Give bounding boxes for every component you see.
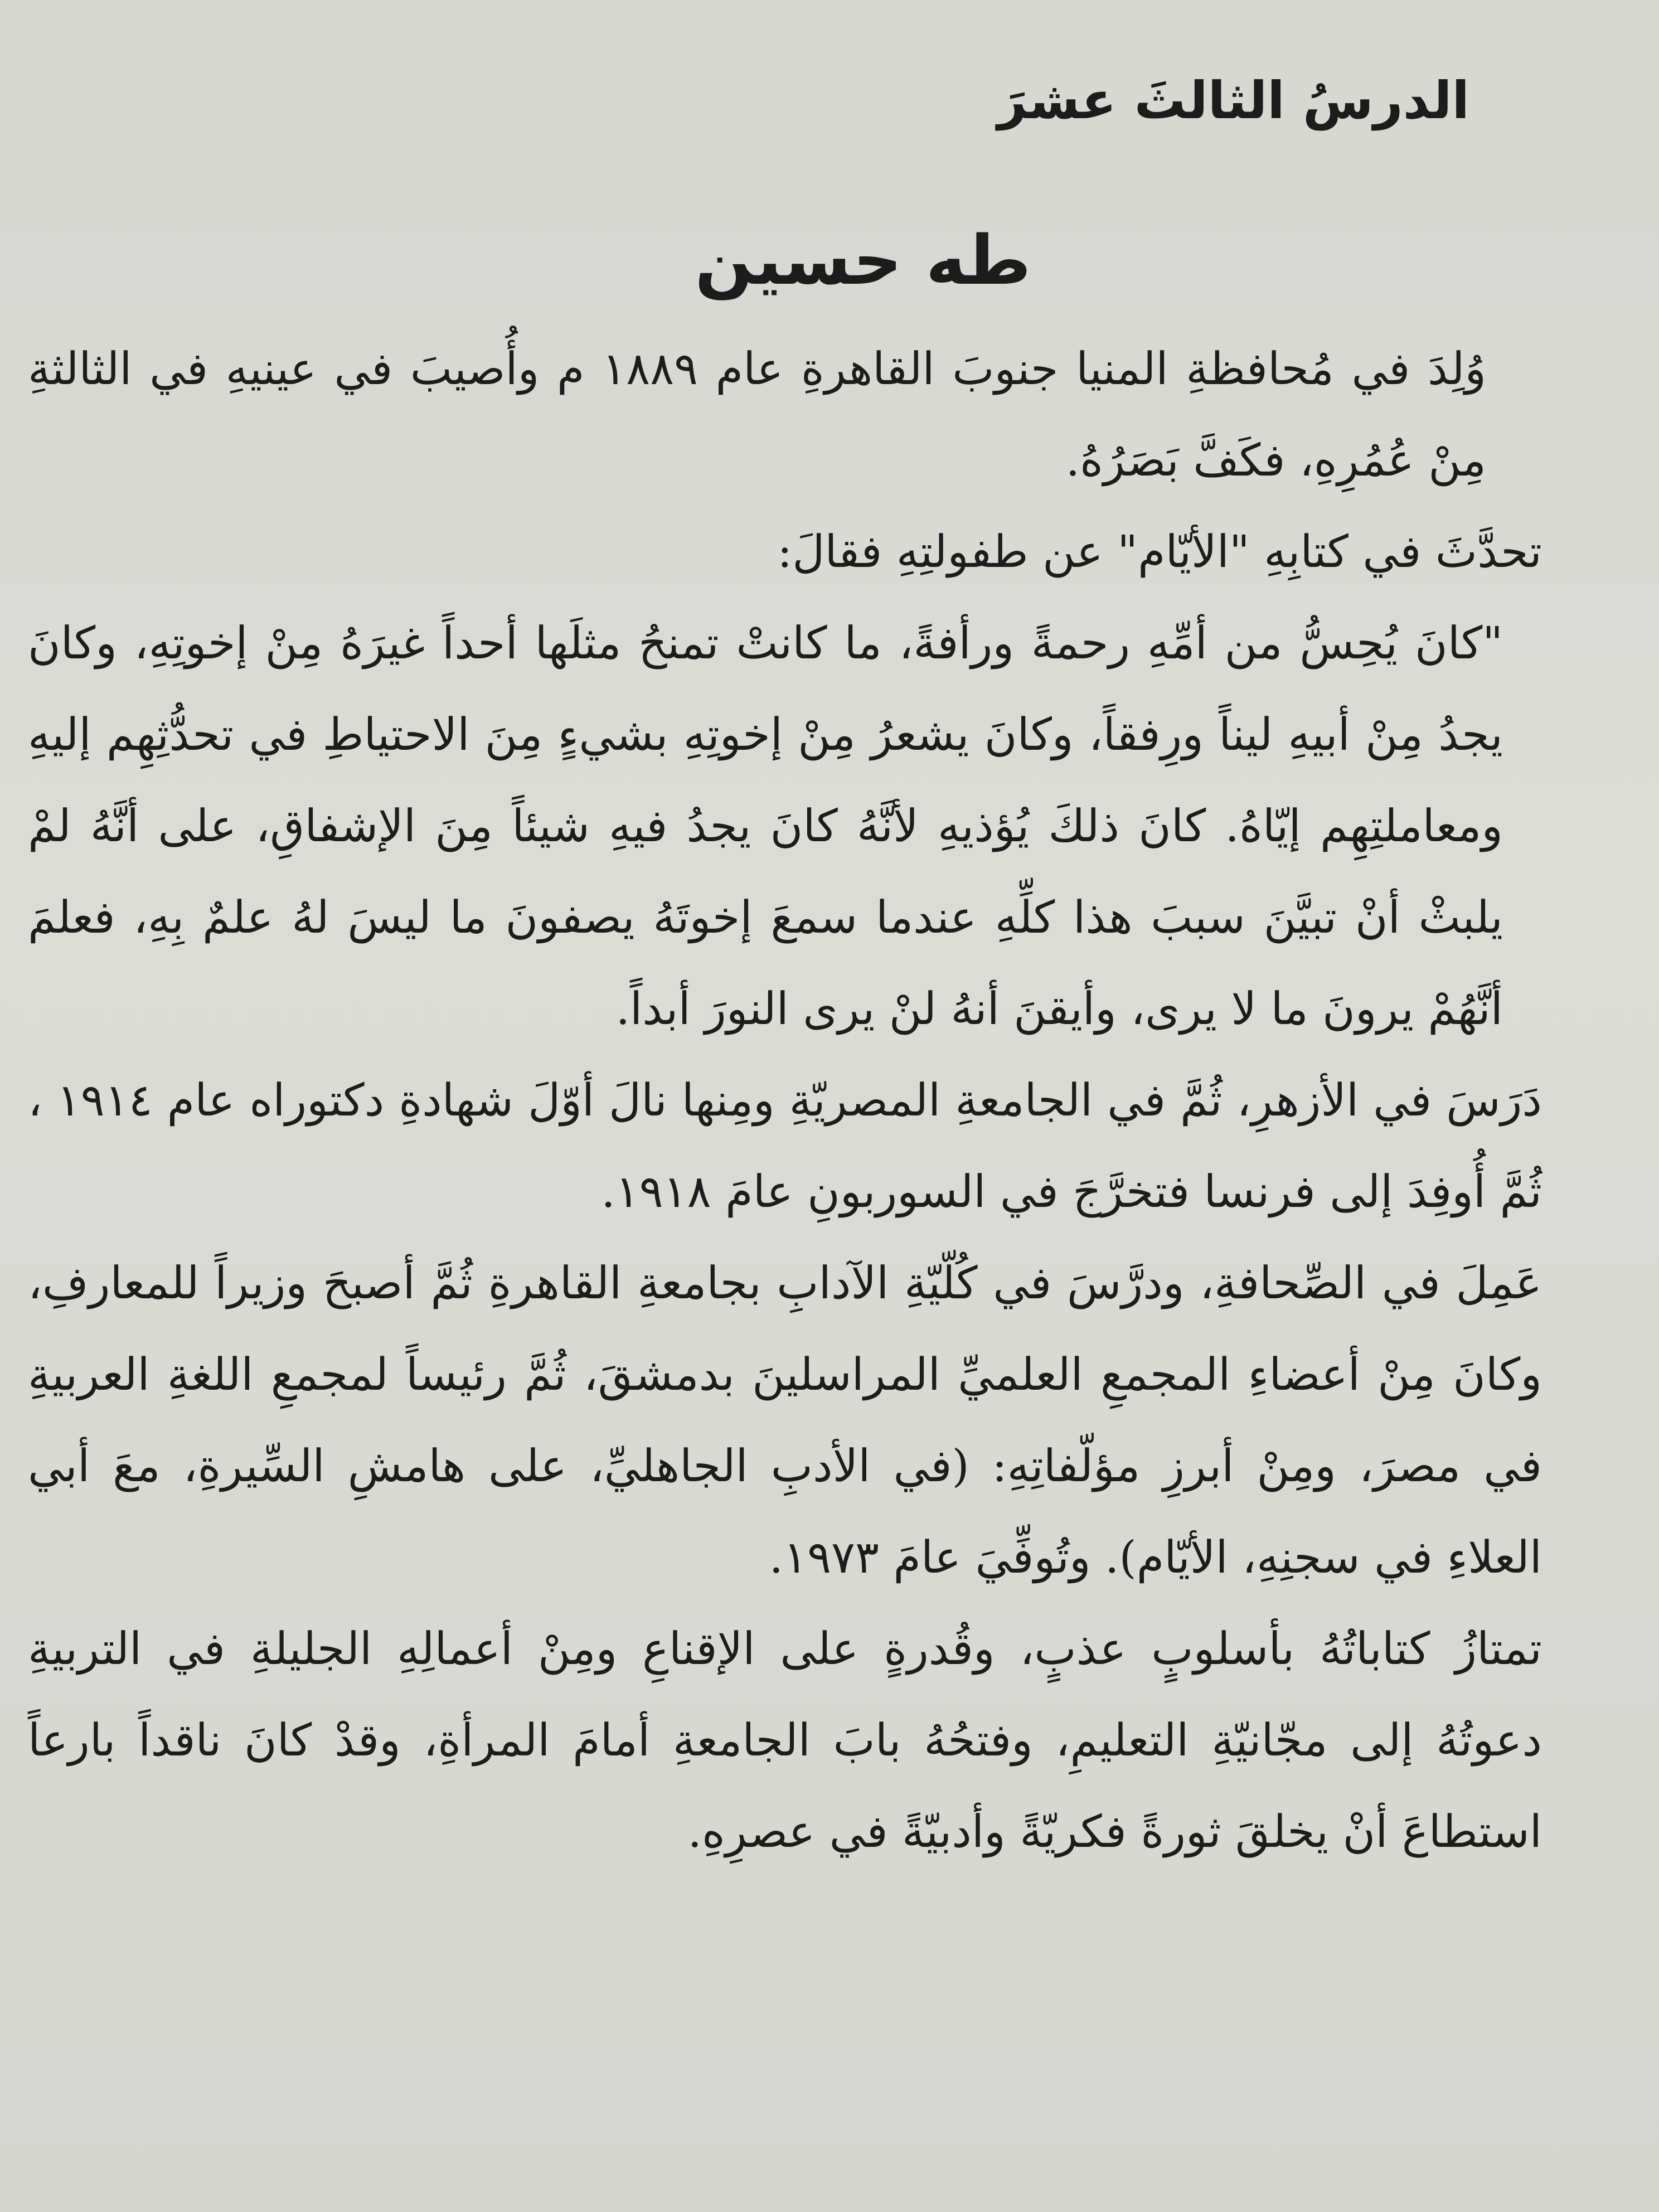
page-title: طه حسين	[695, 221, 1031, 300]
paragraph-career: عَمِلَ في الصِّحافةِ، ودرَّسَ في كُلّيّةِ الآدابِ بجامعةِ القاهرةِ ثُمَّ أصبحَ وزيراً للمعارفِ، وكانَ مِنْ أعضاءِ المجمعِ العلميِّ المراسلينَ بدمشقَ، ثُمَّ رئيساً لمجمعِ اللغةِ العربيةِ في مصرَ، ومِنْ أبرزِ مؤلّفاتِهِ: (في الأدبِ الجاهليِّ، على هامشِ السِّيرةِ، معَ أبي العلاءِ في سجنِهِ، الأيّام). وتُوفِّيَ عامَ ١٩٧٣.	[28, 1257, 1542, 1583]
paragraph-intro-quote: تحدَّثَ في كتابِهِ "الأيّام" عن طفولتِهِ فقالَ:	[777, 526, 1542, 578]
paragraph-birth: وُلِدَ في مُحافظةِ المنيا جنوبَ القاهرةِ عام ١٨٨٩ م وأُصيبَ في عينيهِ في الثالثةِ مِنْ عُمُرِهِ، فكَفَّ بَصَرُهُ.	[28, 343, 1486, 486]
paragraph-quote: "كانَ يُحِسُّ من أمِّهِ رحمةً ورأفةً، ما كانتْ تمنحُ مثلَها أحداً غيرَهُ مِنْ إخوتِهِ، وكانَ يجدُ مِنْ أبيهِ ليناً ورِفقاً، وكانَ يشعرُ مِنْ إخوتِهِ بشيءٍ مِنَ الاحتياطِ في تحدُّثِهِم إليهِ ومعاملتِهِم إيّاهُ. كانَ ذلكَ يُؤذيهِ لأنَّهُ كانَ يجدُ فيهِ شيئاً مِنَ الإشفاقِ، على أنَّهُ لمْ يلبثْ أنْ تبيَّنَ سببَ هذا كلِّهِ عندما سمعَ إخوتَهُ يصفونَ ما ليسَ لهُ علمٌ بِهِ، فعلمَ أنَّهُمْ يرونَ ما لا يرى، وأيقنَ أنهُ لنْ يرى النورَ أبداً.	[28, 617, 1503, 1035]
lesson-heading: الدرسُ الثالثَ عشرَ	[997, 71, 1469, 130]
lesson-body	[28, 323, 1626, 1878]
paragraph-education: دَرَسَ في الأزهرِ، ثُمَّ في الجامعةِ المصريّةِ ومِنها نالَ أوّلَ شهادةِ دكتوراه عام ١٩١٤ ، ثُمَّ أُوفِدَ إلى فرنسا فتخرَّجَ في السوربونِ عامَ ١٩١٨.	[28, 1074, 1542, 1217]
paragraph-style: تمتازُ كتاباتُهُ بأسلوبٍ عذبٍ، وقُدرةٍ على الإقناعِ ومِنْ أعمالِهِ الجليلةِ في التربيةِ دعوتُهُ إلى مجّانيّةِ التعليمِ، وفتحُهُ بابَ الجامعةِ أمامَ المرأةِ، وقدْ كانَ ناقداً بارعاً استطاعَ أنْ يخلقَ ثورةً فكريّةً وأدبيّةً في عصرِهِ.	[28, 1623, 1542, 1857]
